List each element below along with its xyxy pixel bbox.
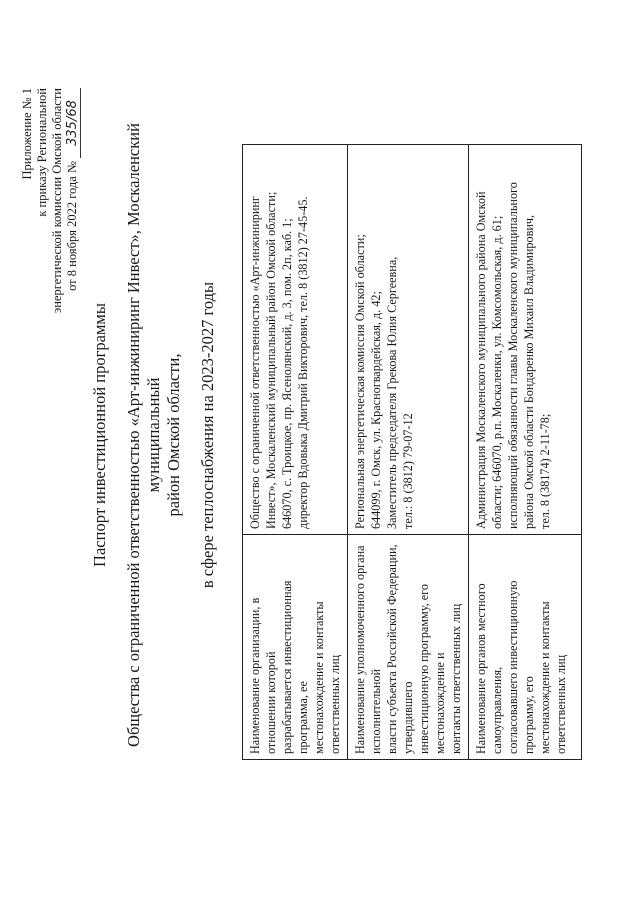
order-reference: к приказу Региональной <box>35 88 49 217</box>
row-value-cell <box>243 145 348 535</box>
cell-line: Наименование уполномоченного органа исполнительной <box>353 545 383 754</box>
cell-line: разрабатывается инвестиционная программа, ее <box>280 580 310 754</box>
approval-stamp-block <box>20 88 81 408</box>
program-scope: в сфере теплоснабжения на 2023-2027 годы <box>198 281 217 589</box>
cell-line: Наименование органов местного самоуправления, <box>474 583 504 754</box>
row-value-cell <box>348 145 469 535</box>
handwritten-order-number: 335/68 <box>66 88 81 158</box>
cell-line: Инвест», Москаленский муниципальный район Омской области; <box>264 191 278 529</box>
cell-line: области; 646070, р.п. Москаленки, ул. Комсомольская, д. 61; <box>490 215 504 529</box>
cell-line: местонахождение и контакты ответственных лиц <box>312 601 342 754</box>
commission-name: энергетической комиссии Омской области <box>50 88 64 314</box>
order-date-line <box>65 88 81 408</box>
row-label-cell <box>348 535 469 760</box>
row-label-cell <box>469 535 582 760</box>
cell-line: Общество с ограниченной ответственностью «Арт-инжиниринг <box>248 196 262 529</box>
appendix-number: Приложение № 1 <box>20 88 34 180</box>
table-row <box>348 145 469 760</box>
cell-line: Заместитель председателя Грекова Юлия Сергеевна, <box>385 256 399 529</box>
row-label-cell <box>243 535 348 760</box>
cell-line: местонахождение и контакты ответственных лиц <box>538 601 568 754</box>
cell-line: согласовавшего инвестиционную программу, его <box>506 580 536 754</box>
cell-line: инвестиционную программу, его местонахождение и <box>417 584 447 754</box>
row-value-cell <box>469 145 582 535</box>
organization-heading-line: район Омской области, <box>164 353 183 517</box>
cell-line: тел. 8 (38174) 2-11-78; <box>538 413 552 529</box>
document-title: Паспорт инвестиционной программы <box>90 303 109 567</box>
passport-table <box>242 144 582 760</box>
cell-line: исполняющий обязанности главы Москаленского муниципального <box>506 182 520 529</box>
cell-line: Наименование организации, в отношении которой <box>248 597 278 754</box>
document-title-block <box>90 85 218 785</box>
table-row <box>243 145 348 760</box>
cell-line: власти субъекта Российской Федерации, утвердившего <box>385 544 415 754</box>
order-date: от 8 ноября 2022 года № <box>65 161 79 291</box>
cell-line: контакты ответственных лиц <box>449 603 463 754</box>
cell-line: 646070, с. Троицкое, пр. Ясенолянский, д. 3, пом. 2п, каб. 1; <box>280 218 294 529</box>
table-row <box>469 145 582 760</box>
cell-line: Региональная энергетическая комиссия Омской области; <box>353 234 367 529</box>
cell-line: 644099, г. Омск, ул. Красногвардейская, д. 42; <box>369 291 383 529</box>
cell-line: директор Вдовыка Дмитрий Викторович, тел. 8 (3812) 27-45-45. <box>296 196 310 529</box>
cell-line: тел.: 8 (3812) 79-07-12 <box>401 413 415 529</box>
cell-line: Администрация Москаленского муниципального района Омской <box>474 191 488 529</box>
cell-line: района Омской области Бондаренко Михаил Владимирович, <box>522 214 536 529</box>
organization-heading-line: Общества с ограниченной ответственностью «Арт-инжиниринг Инвест», Москаленский муниципальный <box>124 123 163 747</box>
organization-heading <box>124 85 184 785</box>
